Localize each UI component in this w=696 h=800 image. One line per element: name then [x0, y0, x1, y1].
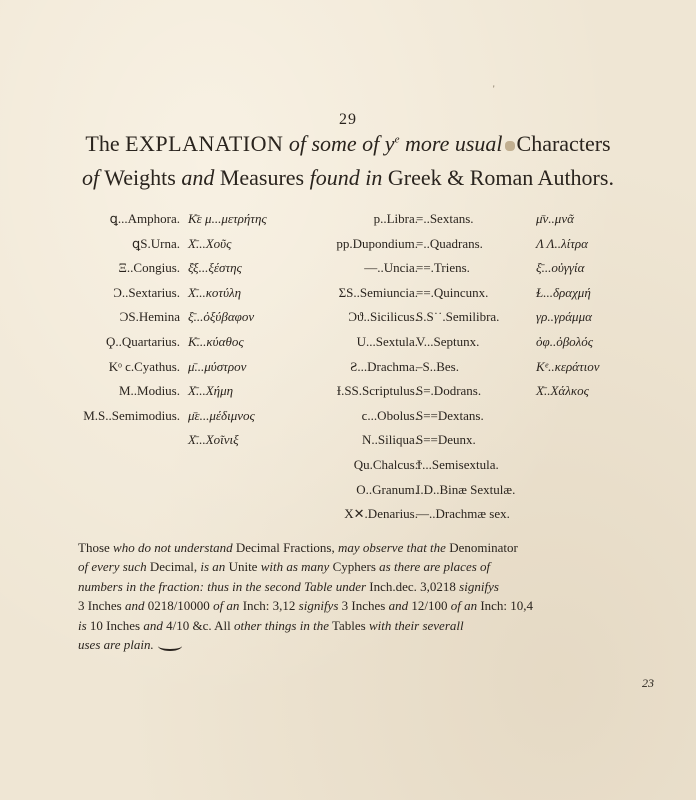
- list-item: X✕.Denarius.: [344, 506, 418, 522]
- list-item: ϲ...Obolus.: [361, 407, 418, 423]
- list-item: μ̄ν..μνᾶ: [536, 211, 574, 226]
- column-greek-measures: [188, 207, 300, 453]
- list-item: γρ..γράμμα: [536, 309, 592, 325]
- column-roman-weights: [298, 207, 418, 527]
- list-item: =..Quadrans.: [416, 235, 483, 251]
- list-item: Ξ..Congius.: [118, 260, 180, 276]
- list-item: Χ̄...Χήμη: [188, 383, 234, 399]
- list-item: Ϯ...Semisextula.: [416, 456, 499, 472]
- list-item: Χ̄..Χάλκος: [536, 383, 589, 399]
- list-item: Κ̄ε μ...μετρήτης: [188, 211, 267, 226]
- list-item: pp.Dupondium.: [336, 235, 418, 251]
- title-line-1: The EXPLANATION of some of $y^e$ more usual Characters: [85, 131, 611, 156]
- list-item: ꝗ...Amphora.: [109, 211, 180, 226]
- list-item: ξ̄ξ...ξέστης: [188, 260, 242, 276]
- corner-mark: ': [493, 84, 495, 94]
- list-item: Ɫ...δραχμή: [536, 284, 591, 300]
- list-item: ==.Quincunx.: [416, 284, 489, 300]
- list-item: ξ̄...ὀξύβαφον: [188, 309, 255, 325]
- list-item: S.S˙˙.Semilibra.: [416, 309, 500, 325]
- list-item: =..Sextans.: [416, 211, 474, 226]
- list-item: Χ̄...Χοῦς: [188, 235, 232, 251]
- list-item: Λ Λ..λίτρα: [536, 235, 588, 251]
- note-line: 3 Inches and 0218/10000 of an Inch: 3,12 signifys 3 Inches and 12/100 of an Inch: 10,4: [78, 598, 534, 614]
- column-roman-measures: [58, 207, 180, 428]
- list-item: Kᵒ ϲ.Cyathus.: [108, 358, 180, 374]
- note-line: numbers in the fraction: thus in the second Table under Inch.dec. 3,0218 signifys: [78, 578, 499, 594]
- note-line: Those who do not understand Decimal Fractions, may observe that the Denominator: [78, 540, 518, 555]
- list-item: Κ̄...κύαθος: [188, 333, 244, 349]
- list-item: M.S..Semimodius.: [83, 407, 180, 423]
- list-item: N..Siliqua.: [362, 432, 418, 448]
- list-item: S=.Dodrans.: [416, 383, 482, 399]
- note-line: is 10 Inches and 4/10 &c. All other things in the Tables with their severall: [78, 617, 464, 633]
- list-item: Kᵉ..κεράτιον: [536, 358, 600, 374]
- list-item: ϽS.Hemina: [119, 309, 180, 325]
- list-item: S==Deunx.: [416, 432, 476, 448]
- flourish-icon: [158, 641, 182, 651]
- list-item: —..Drachmæ sex.: [416, 506, 510, 522]
- list-item: Ͻ..Sextarius.: [113, 284, 180, 300]
- list-item: Ɨ.SS.Scriptulus.: [336, 383, 418, 399]
- list-item: M..Modius.: [118, 383, 180, 399]
- decimal-fractions-note: [78, 538, 644, 654]
- list-item: Qu.Chalcus.: [353, 456, 418, 472]
- ink-blot-icon: [505, 141, 515, 151]
- list-item: Χ̄...κοτύλη: [188, 284, 242, 300]
- list-item: μ̄ε...μέδιμνος: [188, 407, 255, 423]
- page-number: 29: [339, 111, 357, 128]
- list-item: ꝗS.Urna.: [132, 235, 180, 251]
- list-item: ξ̄...οὐγγία: [536, 260, 585, 276]
- list-item: V...Septunx.: [416, 333, 480, 349]
- list-item: S==Dextans.: [416, 407, 484, 423]
- list-item: U...Sextula.: [356, 333, 418, 349]
- column-roman-fractions: [416, 207, 534, 527]
- list-item: ΣS..Semiuncia.: [338, 284, 418, 300]
- list-item: Ƨ...Drachma.: [350, 358, 418, 374]
- note-line: of every such Decimal, is an Unite with as many Cyphers as there are places of: [78, 559, 491, 575]
- signature-number: 23: [642, 676, 654, 690]
- list-item: I.D..Binæ Sextulæ.: [416, 481, 516, 497]
- list-item: Χ̄...Χοῖνιξ: [188, 432, 239, 448]
- list-item: Ϙ..Quartarius.: [105, 333, 180, 349]
- title-line-2: of Weights and Measures found in Greek & Roman Authors.: [82, 165, 614, 190]
- list-item: O..Granum.: [356, 481, 418, 497]
- list-item: ==.Triens.: [416, 260, 470, 276]
- list-item: —..Uncia.: [364, 260, 418, 276]
- list-item: –S..Bes.: [416, 358, 459, 374]
- column-greek-weights: [536, 207, 640, 404]
- note-line: uses are plain.: [78, 635, 644, 654]
- list-item: ὀφ..ὀβολός: [536, 333, 594, 349]
- list-item: p..Libra.: [373, 211, 418, 226]
- list-item: Ͻϑ..Sicilicus.: [348, 309, 418, 325]
- list-item: μ̄...μύστρον: [188, 358, 247, 374]
